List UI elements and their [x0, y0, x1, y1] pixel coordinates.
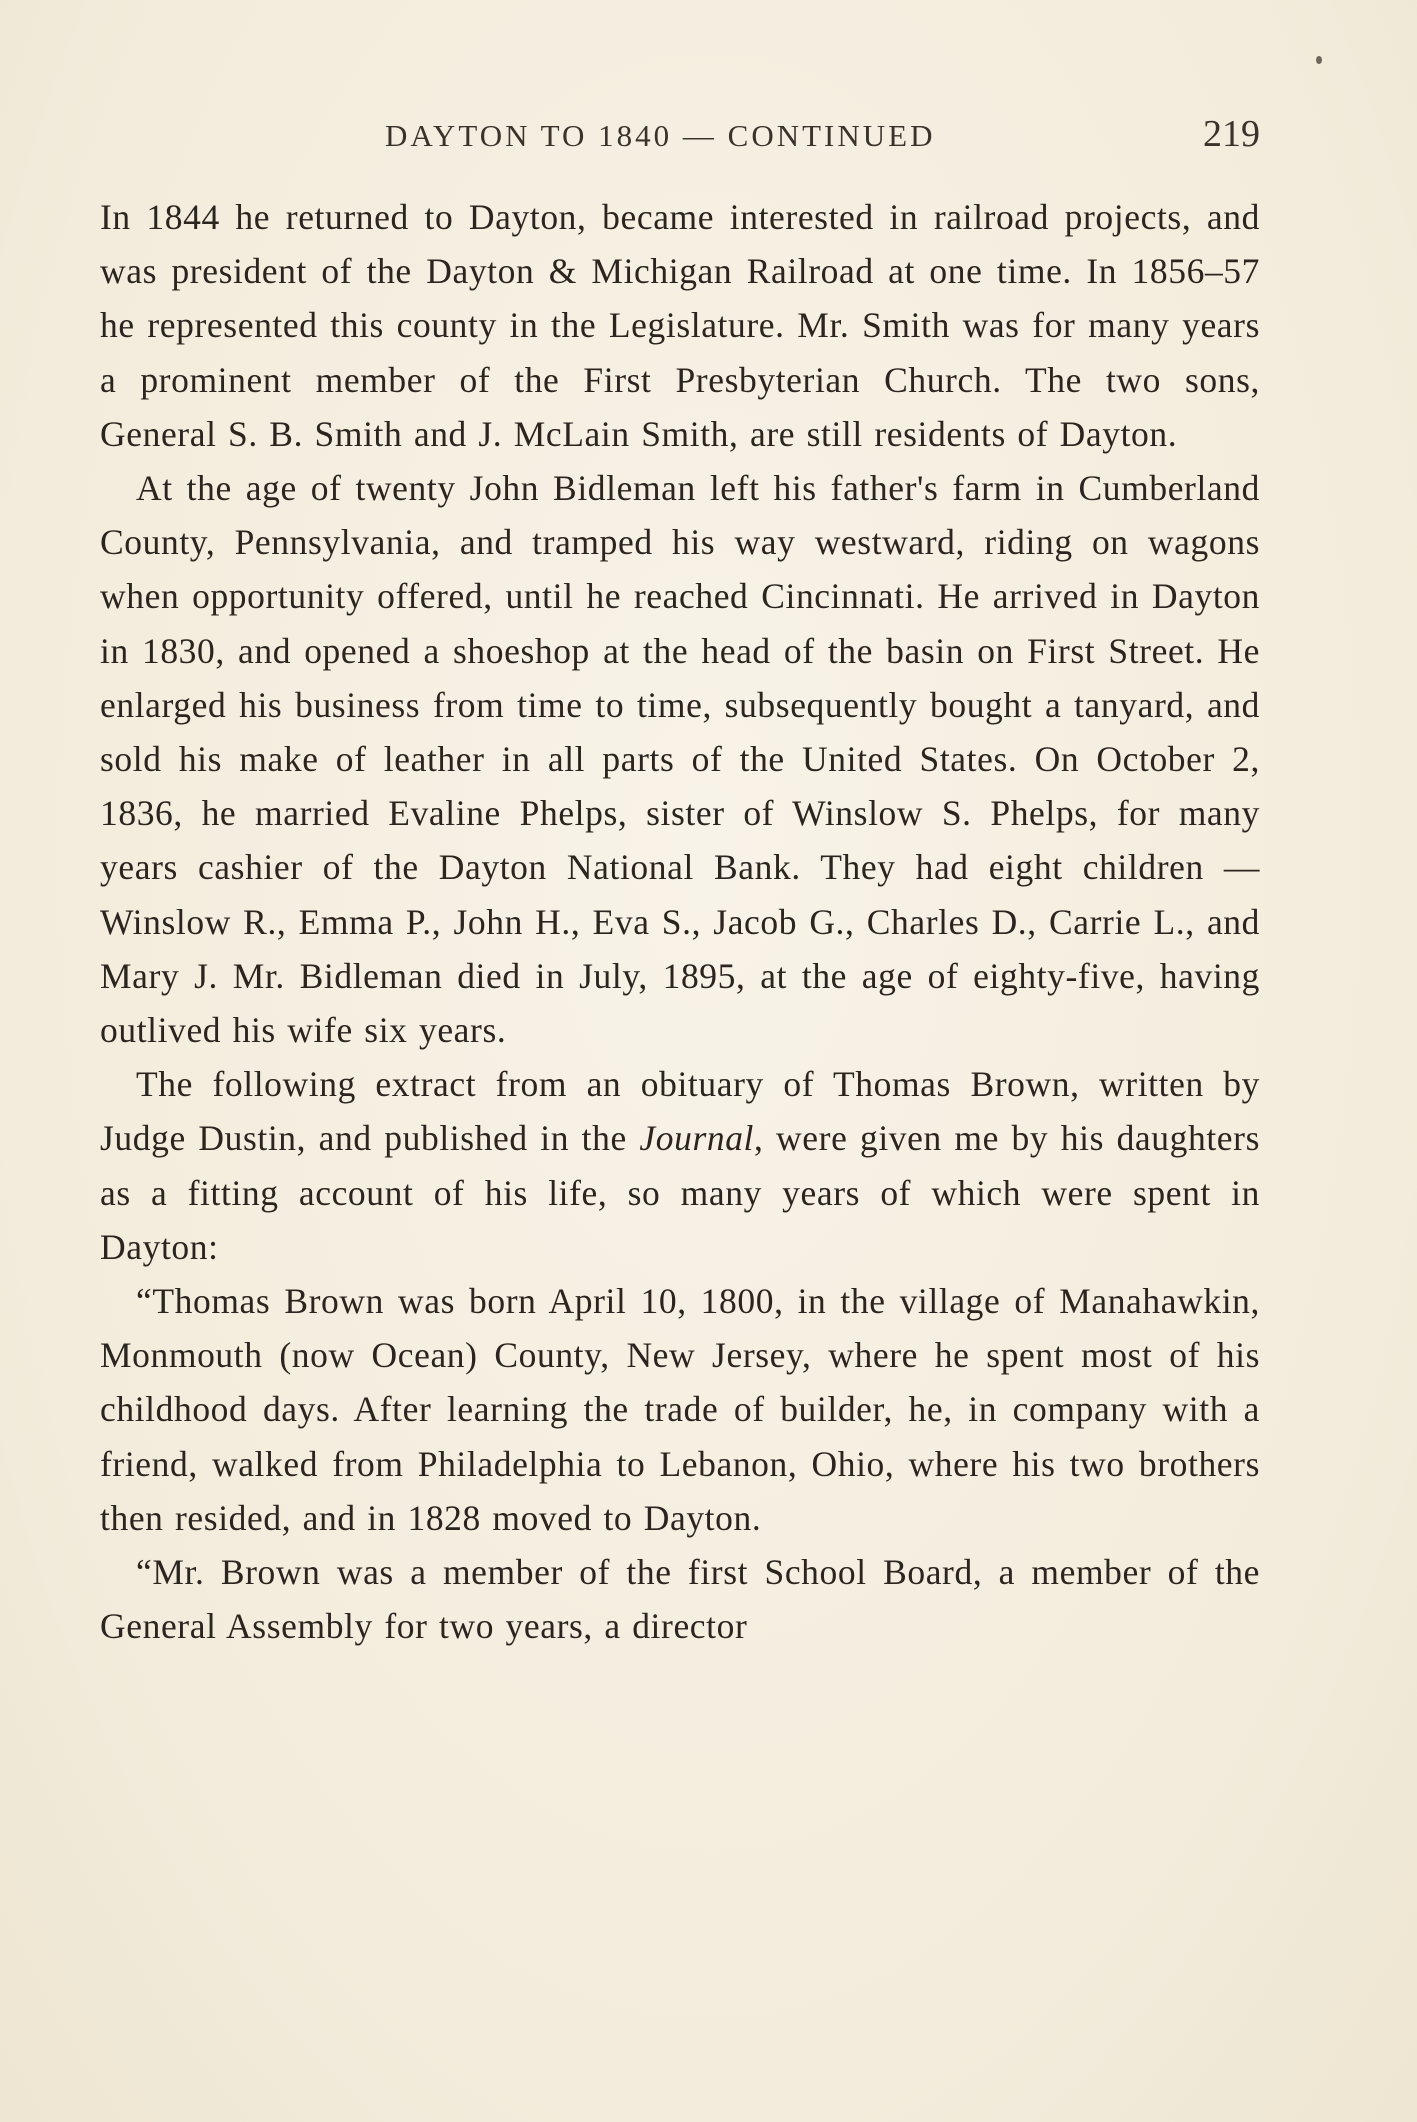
paragraph-smith-continued: In 1844 he returned to Dayton, became interested in railroad projects, and was president of the Dayton & Michigan Railroad at one time. In 1856–57 he represented this county in the Legislature. Mr. Smith was for many years a prominent member of the First Presbyterian Church. The two sons, General S. B. Smith and J. McLain Smith, are still residents of Dayton. — [100, 197, 1260, 454]
page-number: 219 — [1203, 113, 1260, 155]
paragraph-brown-intro — [100, 1057, 1260, 1274]
ink-speck — [1316, 56, 1322, 64]
running-header — [100, 112, 1280, 162]
running-title: DAYTON TO 1840 — CONTINUED — [385, 118, 936, 153]
brown-intro-text: The following extract from an obituary of Thomas Brown, written by Judge Dustin, and published in the — [100, 1064, 1260, 1159]
paragraph-brown-school-board: “Mr. Brown was a member of the first School Board, a member of the General Assembly for two years, a director — [100, 1552, 1260, 1647]
brown-intro-text-end: , were given me by his daughters as a fitting account of his life, so many years of which were spent in Dayton: — [100, 1118, 1260, 1267]
journal-title: Journal — [639, 1118, 755, 1159]
paragraph-brown-birth: “Thomas Brown was born April 10, 1800, in the village of Manahawkin, Monmouth (now Ocean) County, New Jersey, where he spent most of his childhood days. After learning the trade of builder, he, in company with a friend, walked from Philadelphia to Lebanon, Ohio, where his two brothers then resided, and in 1828 moved to Dayton. — [100, 1281, 1260, 1538]
body-text — [100, 190, 1260, 1653]
paragraph-bidleman: At the age of twenty John Bidleman left his father's farm in Cumberland County, Pennsylvania, and tramped his way westward, riding on wagons when opportunity offered, until he reached Cincinnati. He arrived in Dayton in 1830, and opened a shoeshop at the head of the basin on First Street. He enlarged his business from time to time, subsequently bought a tanyard, and sold his make of leather in all parts of the United States. On October 2, 1836, he married Evaline Phelps, sister of Winslow S. Phelps, for many years cashier of the Dayton National Bank. They had eight children — Winslow R., Emma P., John H., Eva S., Jacob G., Charles D., Carrie L., and Mary J. Mr. Bidleman died in July, 1895, at the age of eighty-five, having outlived his wife six years. — [100, 468, 1260, 1051]
